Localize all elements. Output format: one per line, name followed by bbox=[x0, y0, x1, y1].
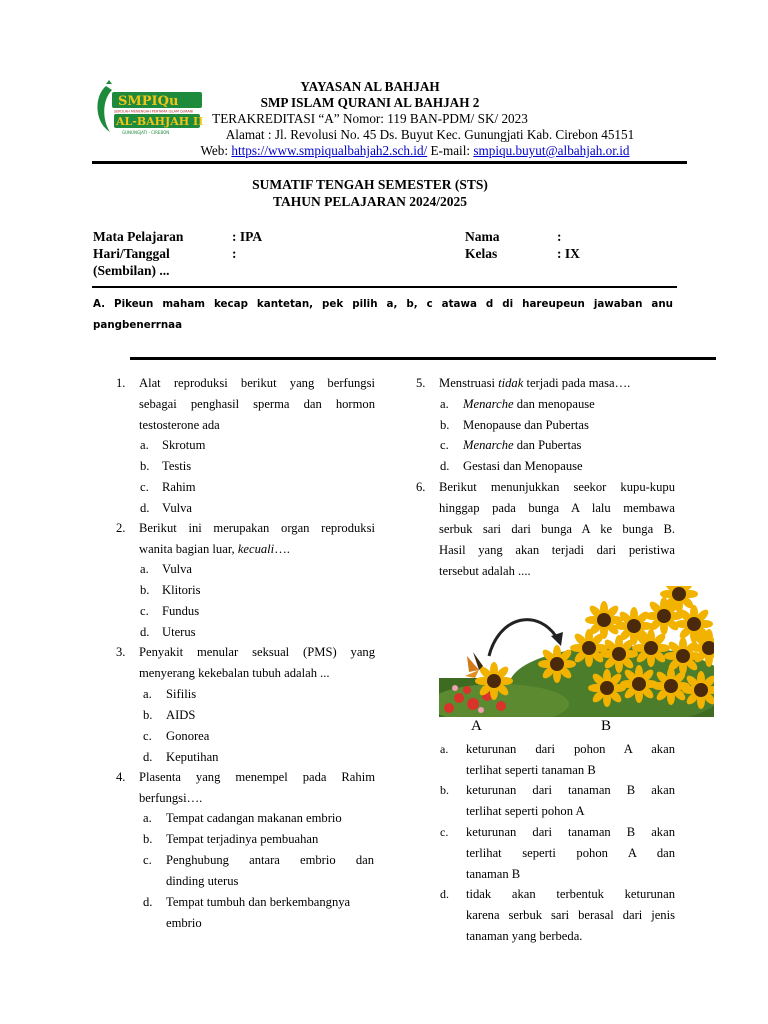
option-letter: d. bbox=[143, 895, 153, 909]
option-text: tanaman yang berbeda. bbox=[466, 929, 583, 943]
question-text: Penyakit menular seksual (PMS) yang bbox=[139, 645, 375, 659]
date-continuation: (Sembilan) ... bbox=[93, 263, 170, 278]
option-text: Uterus bbox=[162, 625, 196, 639]
option-text: AIDS bbox=[166, 708, 196, 722]
option-text: tidak akan terbentuk keturunan bbox=[466, 887, 675, 901]
question-text: testosterone ada bbox=[139, 418, 220, 432]
subject-value: : IPA bbox=[232, 229, 263, 244]
web-label: Web: bbox=[200, 143, 232, 158]
option-text: Skrotum bbox=[162, 438, 206, 452]
option-letter: d. bbox=[140, 501, 150, 515]
option-text: embrio bbox=[166, 916, 202, 930]
option-letter: c. bbox=[143, 853, 152, 867]
option-text: tanaman B bbox=[466, 867, 521, 881]
contact-line bbox=[150, 143, 680, 160]
email-link[interactable]: smpiqu.buyut@albahjah.or.id bbox=[473, 143, 630, 158]
name-value: : bbox=[557, 229, 562, 244]
option-text: terlihat seperti pohon A bbox=[466, 804, 585, 818]
option-text: Menarche dan Pubertas bbox=[463, 438, 582, 452]
option-text: Menarche dan menopause bbox=[463, 397, 595, 411]
option-letter: d. bbox=[440, 887, 449, 901]
question-text: wanita bagian luar, kecuali…. bbox=[139, 542, 290, 556]
question-text: serbuk sari dari bunga A ke bunga B. bbox=[439, 522, 675, 536]
option-letter: d. bbox=[140, 625, 150, 639]
question-number: 4. bbox=[116, 770, 126, 784]
option-letter: a. bbox=[143, 811, 152, 825]
logo-name: AL-BAHJAH II bbox=[116, 115, 204, 128]
school-address: Alamat : Jl. Revolusi No. 45 Ds. Buyut Kec. Gunungjati Kab. Cirebon 45151 bbox=[225, 127, 635, 142]
option-text: karena serbuk sari berasal dari jenis bbox=[466, 908, 675, 922]
logo-location: GUNUNGJATI - CIREBON bbox=[122, 130, 170, 135]
option-letter: b. bbox=[143, 708, 153, 722]
exam-year: TAHUN PELAJARAN 2024/2025 bbox=[272, 194, 467, 209]
option-letter: b. bbox=[140, 459, 150, 473]
option-text: Klitoris bbox=[162, 583, 201, 597]
question-text: sebagai penghasil sperma dan hormon bbox=[139, 397, 375, 411]
option-text: Vulva bbox=[162, 501, 193, 515]
date-label: Hari/Tanggal bbox=[93, 246, 170, 261]
option-letter: a. bbox=[140, 438, 149, 452]
illustration bbox=[439, 586, 714, 717]
option-text: keturunan dari tanaman B akan bbox=[466, 783, 675, 797]
image-label-a: A bbox=[471, 718, 482, 734]
question-number: 6. bbox=[416, 480, 426, 494]
option-text: keturunan dari pohon A akan bbox=[466, 742, 675, 756]
email-label: E-mail: bbox=[427, 143, 474, 158]
info-divider bbox=[92, 286, 677, 288]
question-text: hinggap pada bunga A lalu membawa bbox=[439, 501, 675, 515]
question-text: Plasenta yang menempel pada Rahim bbox=[139, 770, 375, 784]
option-letter: d. bbox=[440, 459, 450, 473]
question-number: 1. bbox=[116, 376, 126, 390]
date-value: : bbox=[232, 246, 237, 261]
question-text: Hasil yang akan terjadi dari peristiwa bbox=[439, 543, 675, 557]
option-letter: c. bbox=[440, 438, 449, 452]
question-text: menyerang kekebalan tubuh adalah ... bbox=[139, 666, 330, 680]
option-text: Tempat cadangan makanan embrio bbox=[166, 811, 342, 825]
question-number: 5. bbox=[416, 376, 426, 390]
option-letter: b. bbox=[440, 418, 450, 432]
exam-title: SUMATIF TENGAH SEMESTER (STS) bbox=[252, 177, 488, 192]
subject-label: Mata Pelajaran bbox=[93, 229, 184, 244]
option-letter: c. bbox=[140, 604, 149, 618]
option-text: Vulva bbox=[162, 562, 193, 576]
option-text: Tempat tumbuh dan berkembangnya bbox=[166, 895, 351, 909]
option-text: Testis bbox=[162, 459, 192, 473]
question-number: 3. bbox=[116, 645, 126, 659]
option-text: Tempat terjadinya pembuahan bbox=[166, 832, 319, 846]
option-text: Gestasi dan Menopause bbox=[463, 459, 583, 473]
logo-title: SMPIQu bbox=[118, 94, 179, 109]
class-label: Kelas bbox=[465, 246, 498, 261]
option-letter: c. bbox=[440, 825, 449, 839]
option-letter: a. bbox=[143, 687, 152, 701]
option-letter: d. bbox=[143, 750, 153, 764]
option-letter: b. bbox=[440, 783, 449, 797]
question-text: Menstruasi tidak terjadi pada masa…. bbox=[439, 376, 631, 390]
question-text: tersebut adalah .... bbox=[439, 564, 531, 578]
option-letter: c. bbox=[143, 729, 152, 743]
school-name: SMP ISLAM QURANI AL BAHJAH 2 bbox=[260, 95, 480, 110]
question-text: berfungsi…. bbox=[139, 791, 203, 805]
option-text: terlihat seperti pohon A dan bbox=[466, 846, 675, 860]
question-text: Berikut menunjukkan seekor kupu-kupu bbox=[439, 480, 675, 494]
question-text: Berikut ini merupakan organ reproduksi bbox=[139, 521, 375, 535]
name-label: Nama bbox=[465, 229, 500, 244]
option-letter: a. bbox=[440, 397, 449, 411]
foundation-name: YAYASAN AL BAHJAH bbox=[300, 79, 440, 94]
image-label-b: B bbox=[601, 718, 612, 734]
option-text: Sifilis bbox=[166, 687, 197, 701]
option-text: dinding uterus bbox=[166, 874, 239, 888]
option-text: Keputihan bbox=[166, 750, 219, 764]
option-text: Fundus bbox=[162, 604, 200, 618]
question-text: Alat reproduksi berikut yang berfungsi bbox=[139, 376, 375, 390]
option-letter: b. bbox=[140, 583, 150, 597]
option-letter: a. bbox=[440, 742, 449, 756]
option-text: Menopause dan Pubertas bbox=[463, 418, 589, 432]
option-letter: b. bbox=[143, 832, 153, 846]
option-letter: c. bbox=[140, 480, 149, 494]
option-text: Penghubung antara embrio dan bbox=[166, 853, 374, 867]
option-text: Gonorea bbox=[166, 729, 210, 743]
option-text: keturunan dari tanaman B akan bbox=[466, 825, 675, 839]
web-link[interactable]: https://www.smpiqualbahjah2.sch.id/ bbox=[231, 143, 428, 158]
option-text: terlihat seperti tanaman B bbox=[466, 763, 596, 777]
sunflower-butterfly-image bbox=[439, 586, 714, 717]
section-divider bbox=[130, 357, 716, 360]
option-text: Rahim bbox=[162, 480, 196, 494]
question-number: 2. bbox=[116, 521, 126, 535]
instruction: A. Pikeun maham kecap kantetan, pek pilih a, b, c atawa d di hareupeun jawaban anu pangbenerrnaa bbox=[93, 298, 673, 331]
header-divider bbox=[92, 161, 687, 164]
accreditation: TERAKREDITASI “A” Nomor: 119 BAN-PDM/ SK/ 2023 bbox=[212, 111, 528, 126]
class-value: : IX bbox=[557, 246, 580, 261]
option-letter: a. bbox=[140, 562, 149, 576]
logo-subtitle: SEKOLAH MENENGAH PERTAMA ISLAM QURANI bbox=[114, 109, 194, 114]
